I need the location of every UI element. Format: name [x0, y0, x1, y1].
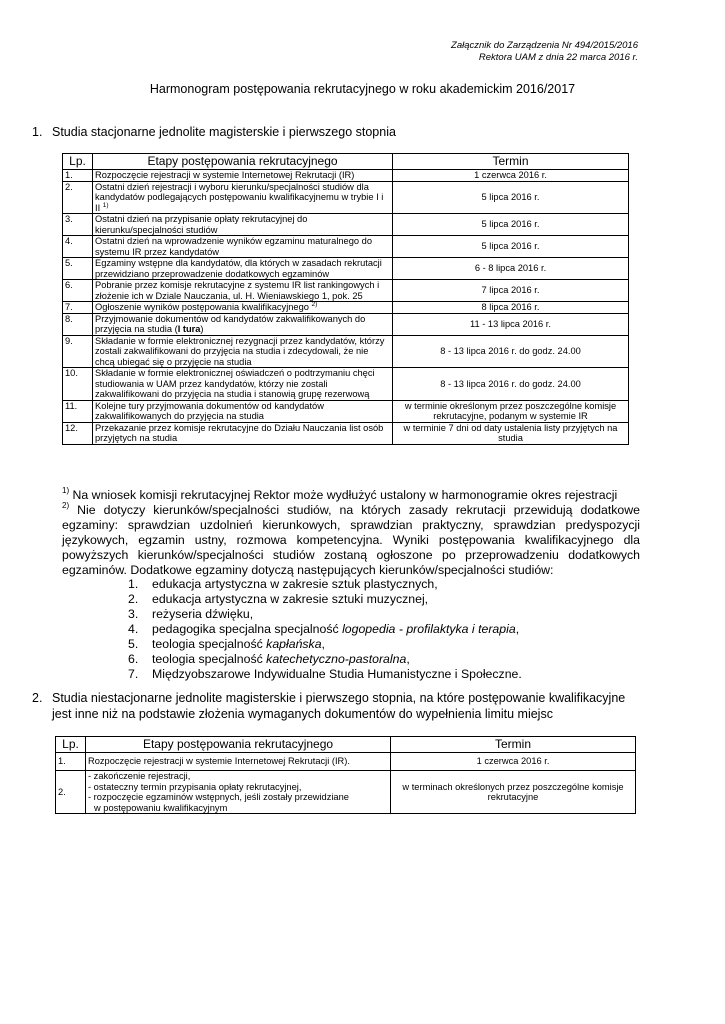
list-item-italic: logopedia - profilaktyka i terapia [342, 622, 516, 636]
list-item-text: Międzyobszarowe Indywidualne Studia Humanistyczne i Społeczne. [152, 667, 522, 681]
row-stage-line: - rozpoczęcie egzaminów wstępnych, jeśli zostały przewidziane [88, 792, 349, 802]
footnote-1-mark: 1) [62, 486, 70, 495]
row-stage-end: ) [200, 324, 204, 334]
row-lp: 2. [63, 181, 93, 214]
table-row [63, 422, 629, 444]
row-term: 11 - 13 lipca 2016 r. [393, 313, 629, 335]
schedule-table-1 [62, 153, 629, 445]
list-item-number: 4. [128, 622, 139, 636]
section2-title-line1: Studia niestacjonarne jednolite magisterskie i pierwszego stopnia, na które postępowanie kwalifikacyjne [52, 691, 626, 705]
table-row [63, 368, 629, 401]
list-item-text: pedagogika specjalna specjalność [152, 622, 343, 636]
table-row [63, 236, 629, 258]
row-lp: 12. [63, 422, 93, 444]
header-term: Termin [393, 154, 629, 170]
section2-title [32, 690, 625, 722]
row-stage-bold: I tura [177, 324, 201, 334]
row-stage: Rozpoczęcie rejestracji w systemie Internetowej Rekrutacji (IR) [93, 170, 393, 182]
row-stage-text: Ogłoszenie wyników postępowania kwalifikacyjnego [95, 302, 309, 312]
row-term: 5 lipca 2016 r. [393, 181, 629, 214]
row-stage-line: w postępowaniu kwalifikacyjnym [94, 802, 228, 813]
row-stage [86, 771, 391, 814]
row-lp: 9. [63, 335, 93, 368]
row-stage: Kolejne tury przyjmowania dokumentów od kandydatów zakwalifikowanych do przyjęcia na studia [93, 400, 393, 422]
row-stage-text: Przyjmowanie dokumentów od kandydatów zakwalifikowanych do przyjęcia na studia ( [95, 313, 366, 334]
row-stage: Ostatni dzień na przypisanie opłaty rekrutacyjnej do kierunku/specjalności studiów [93, 214, 393, 236]
list-item-number: 6. [128, 652, 139, 666]
attachment-note-line2: Rektora UAM z dnia 22 marca 2016 r. [478, 52, 638, 63]
list-item-text: teologia specjalność [152, 637, 267, 651]
list-item-end: , [515, 622, 520, 636]
row-lp: 1. [56, 753, 86, 771]
row-term: w terminach określonych przez poszczególne komisje rekrutacyjne [391, 771, 636, 814]
list-item [128, 592, 522, 607]
section1-title-text: Studia stacjonarne jednolite magisterskie i pierwszego stopnia [52, 125, 396, 139]
table-row [63, 280, 629, 302]
footnotes [62, 488, 640, 578]
list-item-number: 2. [128, 592, 139, 606]
header-lp: Lp. [56, 737, 86, 753]
header-stage: Etapy postępowania rekrutacyjnego [86, 737, 391, 753]
header-lp: Lp. [63, 154, 93, 170]
row-lp: 10. [63, 368, 93, 401]
list-item-text: edukacja artystyczna w zakresie sztuk plastycznych, [152, 577, 438, 591]
row-stage-text: Ostatni dzień rejestracji i wyboru kierunku/specjalności studiów dla kandydatów podlegających postępowaniu kwalifikacyjnemu w trybie I i II [95, 181, 384, 213]
list-item [128, 652, 522, 667]
row-term: 6 - 8 lipca 2016 r. [393, 258, 629, 280]
list-item-number: 5. [128, 637, 139, 651]
row-lp: 1. [63, 170, 93, 182]
exam-programs-list [128, 577, 522, 682]
row-lp: 7. [63, 302, 93, 314]
row-stage-line: - ostateczny termin przypisania opłaty rekrutacyjnej, [88, 781, 302, 792]
section2-title-line2: jest inne niż na podstawie złożenia wymaganych dokumentów do wypełnienia limitu miejsc [52, 707, 553, 721]
row-term: 7 lipca 2016 r. [393, 280, 629, 302]
row-stage: Składanie w formie elektronicznej rezygnacji przez kandydatów, którzy zostali zakwalifikowani do przyjęcia na studia i zdecydowali, że nie chcą ubiegać się o przyjęcie na studia [93, 335, 393, 368]
row-stage: Przekazanie przez komisje rekrutacyjne do Działu Nauczania list osób przyjętych na studia [93, 422, 393, 444]
row-stage [93, 302, 393, 314]
row-stage [93, 181, 393, 214]
table-row [63, 181, 629, 214]
schedule-table-2 [55, 736, 636, 814]
list-item-text: teologia specjalność [152, 652, 267, 666]
table-row [63, 302, 629, 314]
row-term: 1 czerwca 2016 r. [393, 170, 629, 182]
row-term: 8 - 13 lipca 2016 r. do godz. 24.00 [393, 368, 629, 401]
list-item-text: reżyseria dźwięku, [152, 607, 254, 621]
list-item-number: 7. [128, 667, 139, 681]
list-item-italic: katechetyczno-pastoralna [266, 652, 407, 666]
table-row [56, 771, 636, 814]
footnote-marker: 2) [311, 301, 318, 308]
document-title: Harmonogram postępowania rekrutacyjnego w roku akademickim 2016/2017 [149, 82, 576, 96]
row-term: 1 czerwca 2016 r. [391, 753, 636, 771]
table2-header-row [56, 737, 636, 753]
table-row [63, 170, 629, 182]
list-item [128, 667, 522, 682]
list-item-number: 3. [128, 607, 139, 621]
table-row [63, 258, 629, 280]
attachment-note-line1: Załącznik do Zarządzenia Nr 494/2015/2016 [451, 40, 638, 51]
row-stage: Egzaminy wstępne dla kandydatów, dla których w zasadach rekrutacji przewidziano przeprowadzenie dodatkowych egzaminów [93, 258, 393, 280]
section1-number: 1. [32, 125, 43, 139]
row-term: 5 lipca 2016 r. [393, 214, 629, 236]
footnote-marker: 1) [102, 201, 109, 209]
row-lp: 2. [56, 771, 86, 814]
row-lp: 11. [63, 400, 93, 422]
row-term: 8 lipca 2016 r. [393, 302, 629, 314]
header-term: Termin [391, 737, 636, 753]
row-term: w terminie określonym przez poszczególne komisje rekrutacyjne, podanym w systemie IR [393, 400, 629, 422]
table-row [63, 214, 629, 236]
row-lp: 3. [63, 214, 93, 236]
table1-header-row [63, 154, 629, 170]
row-term: 8 - 13 lipca 2016 r. do godz. 24.00 [393, 335, 629, 368]
row-lp: 6. [63, 280, 93, 302]
table-row [63, 313, 629, 335]
list-item [128, 637, 522, 652]
attachment-note [451, 40, 638, 64]
row-term: w terminie 7 dni od daty ustalenia listy przyjętych na studia [393, 422, 629, 444]
row-lp: 8. [63, 313, 93, 335]
list-item-end: , [321, 637, 325, 651]
row-stage: Pobranie przez komisje rekrutacyjne z systemu IR list rankingowych i złożenie ich w Dziale Nauczania, ul. H. Wieniawskiego 1, pok. 25 [93, 280, 393, 302]
row-stage: Ostatni dzień na wprowadzenie wyników egzaminu maturalnego do systemu IR przez kandydatów [93, 236, 393, 258]
row-lp: 5. [63, 258, 93, 280]
row-stage: Rozpoczęcie rejestracji w systemie Internetowej Rekrutacji (IR). [86, 753, 391, 771]
footnote-2-text: Nie dotyczy kierunków/specjalności studiów, na których zasady rekrutacji przewidują dodatkowe egzaminy: sprawdzian uzdolnień kierunkowych, sprawdzian praktyczny, sprawdzian predyspozycji językowych, egzamin ustny, rozmowa kompetencyjna. Wyniki postępowania kwalifikacyjnego dla powyższych kierunków/specjalności studiów zostaną ogłoszone po przeprowadzeniu dodatkowych egzaminów. Dodatkowe egzaminy dotyczą następujących kierunków/specjalności studiów: [62, 503, 640, 577]
row-stage: Składanie w formie elektronicznej oświadczeń o podtrzymaniu chęci studiowania w UAM przez kandydatów, którzy nie zostali zakwalifikowani do przyjęcia na studia i stanowią grupę rezerwową [93, 368, 393, 401]
row-stage [93, 313, 393, 335]
row-stage-line: - zakończenie rejestracji, [88, 771, 191, 781]
row-term: 5 lipca 2016 r. [393, 236, 629, 258]
list-item-end: , [406, 652, 410, 666]
footnote-1 [62, 488, 640, 503]
table-row [63, 335, 629, 368]
header-stage: Etapy postępowania rekrutacyjnego [93, 154, 393, 170]
list-item-number: 1. [128, 577, 139, 591]
row-lp: 4. [63, 236, 93, 258]
footnote-2-mark: 2) [62, 501, 70, 510]
footnote-1-text: Na wniosek komisji rekrutacyjnej Rektor może wydłużyć ustalony w harmonogramie okres rejestracji [72, 488, 618, 502]
list-item [128, 607, 522, 622]
list-item-text: edukacja artystyczna w zakresie sztuki muzycznej, [152, 592, 429, 606]
list-item [128, 577, 522, 592]
table-row [63, 400, 629, 422]
list-item-italic: kapłańska [266, 637, 322, 651]
section1-title [32, 124, 396, 140]
footnote-2 [62, 503, 640, 578]
section2-number: 2. [32, 691, 43, 705]
table-row [56, 753, 636, 771]
list-item [128, 622, 522, 637]
